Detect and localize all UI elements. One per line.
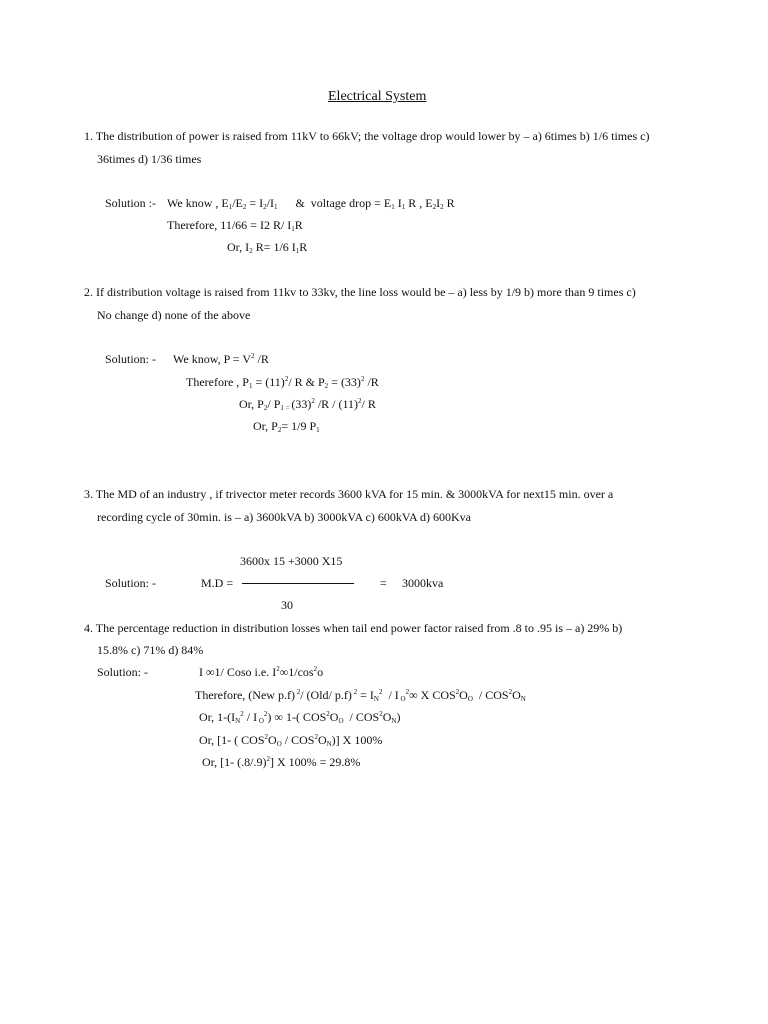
q4-solution-step2: Therefore, (New p.f) $^2$/ (Old/ p.f) $^2 = I_N^2 / I$ $_O^2$∞ X $COS^2O_O / COS^2O_N$ (195, 688, 526, 703)
q4-text-line1: 4. The percentage reduction in distribution losses when tail end power factor raised from .8 to .95 is – a) 29% b) (84, 621, 623, 635)
q2-solution-label: Solution: - (105, 352, 157, 366)
q4-solution-step4: Or, [1- ( $COS^2O_O / COS^2O_N$)] X 100% (199, 733, 383, 748)
q2-solution-step3: Or, $P_2/$ $P_{1 =}$ $(33)^2$ $/R / (11)^2/$ R (239, 397, 376, 412)
q3-fraction-numerator: 3600x 15 +3000 X15 (240, 554, 343, 568)
q4-text-line2: 15.8% c) 71% d) 84% (97, 643, 204, 657)
q4-solution-step1: I ∞1/ Coso i.e. $I^2\infty 1/\cos^2o$ (199, 665, 324, 679)
q1-solution-label: Solution :- (105, 196, 157, 210)
q3-md-label: M.D = (201, 576, 234, 590)
q2-text-line1: 2. If distribution voltage is raised from 11kv to 33kv, the line loss would be – a) less by 1/9 b) more than 9 times c) (84, 285, 636, 299)
q3-solution-label: Solution: - (105, 576, 157, 590)
q1-solution-step3: Or, $I_2$ R= 1/6 $I_1R$ (227, 240, 308, 255)
q4-solution-label: Solution: - (97, 665, 149, 679)
q2-solution-step2: Therefore , $P_1 = (11)^2/$ R & $P_2 = (33)^2$ /R (186, 375, 379, 390)
q3-text-line2: recording cycle of 30min. is – a) 3600kVA b) 3000kVA c) 600kVA d) 600Kva (97, 510, 471, 524)
q4-solution-step3: Or, $1-(I_N^2$ / I $_O^2$) ∞ 1-( $COS^2O_O / COS^2O_N$) (199, 710, 401, 725)
q1-text-line2: 36times d) 1/36 times (97, 152, 202, 166)
q2-text-line2: No change d) none of the above (97, 308, 251, 322)
q2-solution-step4: Or, $P_2= 1/9$ $P_1$ (253, 419, 320, 434)
page-title: Electrical System (328, 89, 427, 104)
q2-solution-step1: We know, $P = V^2$ /R (173, 352, 269, 366)
q4-solution-step5: Or, [1- $(.8/.9)^2$] X 100% = 29.8% (199, 755, 361, 769)
q3-equals-sign: = (380, 576, 387, 590)
q3-fraction-bar (242, 583, 354, 584)
q1-solution-step1: We know , $E_1/E_2 = I_2/I_1$ & voltage drop = $E_1$ $I_1$ R , $E_2I_2$ R (167, 196, 455, 211)
q1-text-line1: 1. The distribution of power is raised from 11kV to 66kV; the voltage drop would lower by – a) 6times b) 1/6 times c) (84, 129, 650, 143)
q3-result: 3000kva (402, 576, 444, 590)
q3-fraction-denominator: 30 (281, 598, 293, 612)
q3-text-line1: 3. The MD of an industry , if trivector meter records 3600 kVA for 15 min. & 3000kVA for next15 min. over a (84, 487, 614, 501)
q1-solution-step2: Therefore, 11/66 = I2 R/ $I_1R$ (167, 218, 303, 233)
